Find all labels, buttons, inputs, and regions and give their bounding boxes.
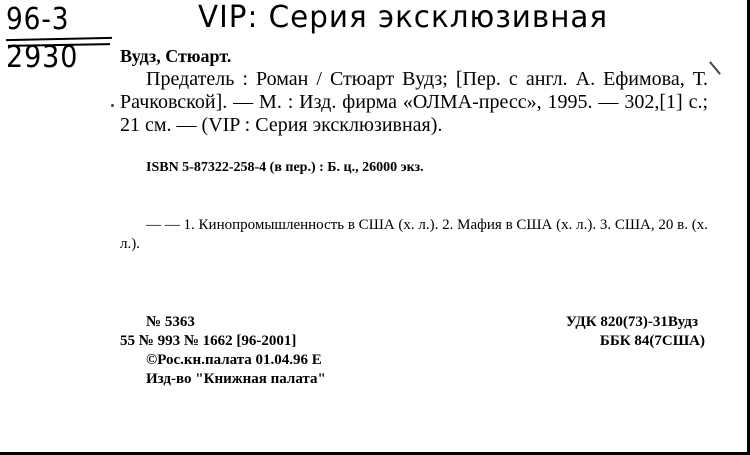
card-number: № 5363 (146, 314, 195, 330)
pencil-mark (709, 61, 721, 75)
isbn-line: ISBN 5-87322-258-4 (в пер.) : Б. ц., 26000 экз. (146, 160, 424, 175)
udk-code: УДК 820(73)-31Вудз (565, 314, 698, 330)
publisher-line: Изд-во "Книжная палата" (146, 371, 326, 387)
register-line: 55 № 993 № 1662 [96-2001] (120, 333, 297, 349)
classification-block (566, 313, 705, 351)
handwritten-series-note: VIP: Серия эксклюзивная (198, 0, 609, 35)
bibliographic-description: Предатель : Роман / Стюарт Вудз; [Пер. с англ. А. Ефимова, Т. Рачковской]. — М. : Изд. фирма «ОЛМА-пресс», 1995. — 302,[1] с.; 21 см. — (VIP : Серия эксклюзивная). (120, 68, 708, 136)
author-heading: Вудз, Стюарт. (120, 46, 232, 66)
card-registration-block (120, 313, 326, 389)
subject-headings: — — 1. Кинопромышленность в США (х. л.). 2. Мафия в США (х. л.). 3. США, 20 в. (х. л.). (120, 217, 708, 252)
handwritten-top-number: 96-3 (6, 2, 70, 37)
handwritten-bottom-number: 2930 (6, 40, 79, 75)
copyright-line: ©Рос.кн.палата 01.04.96 Е (146, 352, 322, 368)
pencil-dot (111, 104, 114, 107)
bbk-code: ББК 84(7США) (599, 333, 705, 349)
